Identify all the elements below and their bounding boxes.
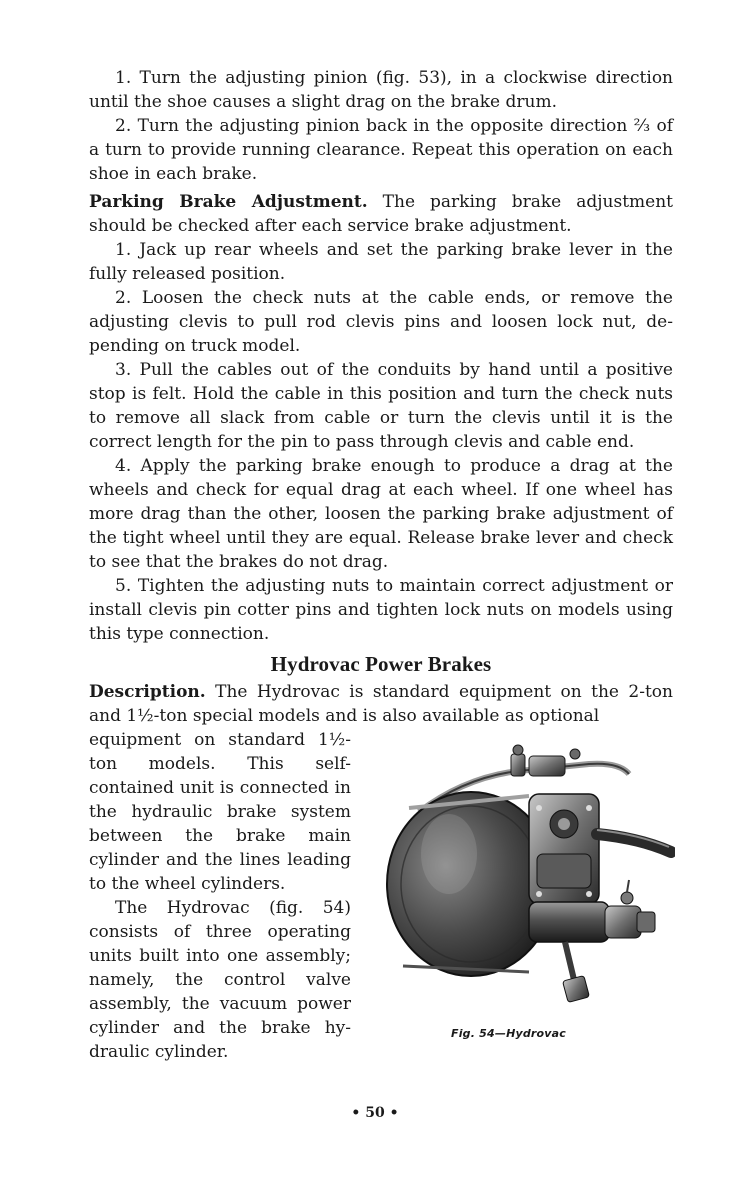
parking-brake-intro-text: The parking brake adjustment should be checked after each service brake adjustment. [89,192,673,236]
description-wrap-text: equipment on standard 1½-ton models. This self-contained unit is connected in the hydraulic brake system between the brake main cylinder and the lines leading to the wheel cylinders. [89,730,351,894]
hydrovac-photo [379,734,675,1018]
step-adjust-pinion-2: 2. Turn the adjusting pinion back in the opposite direction ⅔ of a turn to provide running clearance. Repeat this operation on each shoe in each brake. [89,116,673,184]
parking-step-2: 2. Loosen the check nuts at the cable ends, or remove the adjusting clevis to pull rod clevis pins and loosen lock nut, depending on truck model. [89,288,673,356]
parking-brake-heading: Parking Brake Adjustment. [89,192,368,212]
description-column [89,728,351,1064]
parking-step-5: 5. Tighten the adjusting nuts to maintain correct adjustment or install clevis pin cotter pins and tighten lock nuts on models using this type connection. [89,576,673,644]
parking-step-3: 3. Pull the cables out of the conduits by hand until a positive stop is felt. Hold the cable in this position and turn the check nuts to remove all slack from cable or turn the clevis until it is the correct length for the pin to pass through clevis and cable end. [89,360,673,452]
description-lead-text: The Hydrovac is standard equipment on the 2-ton and 1½-ton special models and is also available as optional [89,682,673,726]
section-title: Hydrovac Power Brakes [270,652,492,676]
hydrovac-composition: The Hydrovac (fig. 54) consists of three operating units built into one assembly; namely, the control valve assembly, the vacuum power cylinder and the brake hydraulic cylinder. [89,898,351,1062]
description-lead [89,680,673,728]
description-wrap-block [89,728,673,1064]
step-adjust-pinion-1: 1. Turn the adjusting pinion (fig. 53), in a clockwise direction until the shoe causes a slight drag on the brake drum. [89,68,673,112]
page-number: • 50 • [351,1105,399,1121]
figure-hydrovac [379,734,675,1046]
parking-step-1: 1. Jack up rear wheels and set the parking brake lever in the fully released position. [89,240,673,284]
page-body [89,66,673,1064]
parking-brake-intro [89,190,673,238]
description-heading: Description. [89,682,206,702]
parking-step-4: 4. Apply the parking brake enough to produce a drag at the wheels and check for equal drag at each wheel. If one wheel has more drag than the other, loosen the parking brake adjustment of the tight wheel until they are equal. Release brake lever and check to see that the brakes do not drag. [89,456,673,572]
figure-caption: Fig. 54—Hydrovac [451,1027,567,1040]
